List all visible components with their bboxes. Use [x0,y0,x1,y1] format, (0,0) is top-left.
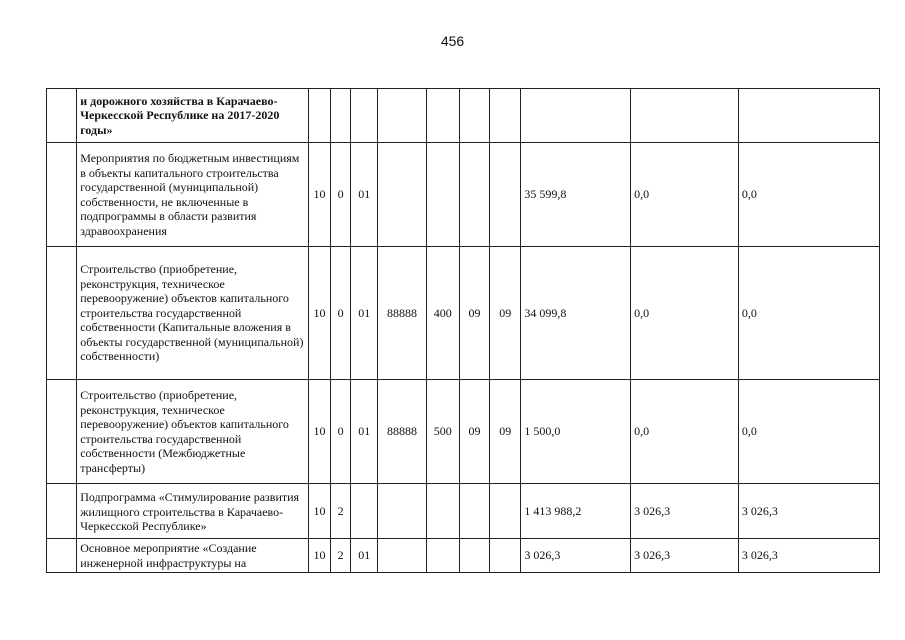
code-cell: 10 [308,380,330,484]
row-name: Строительство (приобретение, реконструкция, техническое перевооружение) объектов капитального строительства государственной собственности (Межбюджетные трансферты) [77,380,309,484]
code-cell: 09 [459,380,489,484]
code-cell [331,89,351,143]
code-cell: 09 [490,247,521,380]
value-cell: 3 026,3 [738,484,879,539]
table-row [47,247,880,380]
value-cell: 0,0 [631,247,739,380]
value-cell: 35 599,8 [521,143,631,247]
index-cell [47,484,77,539]
index-cell [47,89,77,143]
value-cell: 1 413 988,2 [521,484,631,539]
code-cell: 2 [331,539,351,573]
code-cell [490,143,521,247]
value-cell: 0,0 [631,380,739,484]
code-cell: 10 [308,247,330,380]
code-cell [378,539,426,573]
code-cell [308,89,330,143]
row-name: и дорожного хозяйства в Карачаево-Черкесской Республике на 2017-2020 годы» [77,89,309,143]
code-cell [426,484,459,539]
table-row [47,539,880,573]
row-name: Основное мероприятие «Создание инженерной инфраструктуры на [77,539,309,573]
code-cell: 01 [351,539,378,573]
code-cell: 10 [308,484,330,539]
code-cell [459,143,489,247]
code-cell [459,89,489,143]
row-name: Подпрограмма «Стимулирование развития жилищного строительства в Карачаево-Черкесской Республике» [77,484,309,539]
index-cell [47,380,77,484]
value-cell: 3 026,3 [631,484,739,539]
code-cell: 01 [351,247,378,380]
code-cell: 01 [351,380,378,484]
code-cell: 10 [308,539,330,573]
value-cell: 3 026,3 [521,539,631,573]
table-row [47,89,880,143]
value-cell: 0,0 [738,380,879,484]
table-row [47,143,880,247]
code-cell: 88888 [378,380,426,484]
code-cell [459,539,489,573]
code-cell [490,89,521,143]
index-cell [47,247,77,380]
code-cell: 09 [490,380,521,484]
code-cell [426,89,459,143]
budget-table [46,88,880,573]
value-cell: 0,0 [738,247,879,380]
code-cell [490,484,521,539]
value-cell [738,89,879,143]
table-row [47,484,880,539]
value-cell: 0,0 [738,143,879,247]
code-cell [378,143,426,247]
code-cell: 0 [331,380,351,484]
code-cell: 0 [331,143,351,247]
value-cell [631,89,739,143]
table-row [47,380,880,484]
code-cell: 10 [308,143,330,247]
code-cell [459,484,489,539]
code-cell: 88888 [378,247,426,380]
code-cell: 400 [426,247,459,380]
value-cell: 3 026,3 [631,539,739,573]
value-cell: 3 026,3 [738,539,879,573]
value-cell: 34 099,8 [521,247,631,380]
code-cell: 01 [351,143,378,247]
code-cell [378,484,426,539]
index-cell [47,143,77,247]
index-cell [47,539,77,573]
row-name: Мероприятия по бюджетным инвестициям в объекты капитального строительства государственной (муниципальной) собственности, не включенные в подпрограммы в области развития здравоохранения [77,143,309,247]
code-cell: 0 [331,247,351,380]
code-cell: 2 [331,484,351,539]
page-number: 456 [440,33,465,49]
code-cell [351,484,378,539]
code-cell [426,143,459,247]
value-cell: 1 500,0 [521,380,631,484]
code-cell: 500 [426,380,459,484]
code-cell [378,89,426,143]
value-cell: 0,0 [631,143,739,247]
code-cell: 09 [459,247,489,380]
code-cell [351,89,378,143]
code-cell [490,539,521,573]
code-cell [426,539,459,573]
value-cell [521,89,631,143]
row-name: Строительство (приобретение, реконструкция, техническое перевооружение) объектов капитального строительства государственной собственности (Капитальные вложения в объекты государственной (муниципальной) собственности) [77,247,309,380]
